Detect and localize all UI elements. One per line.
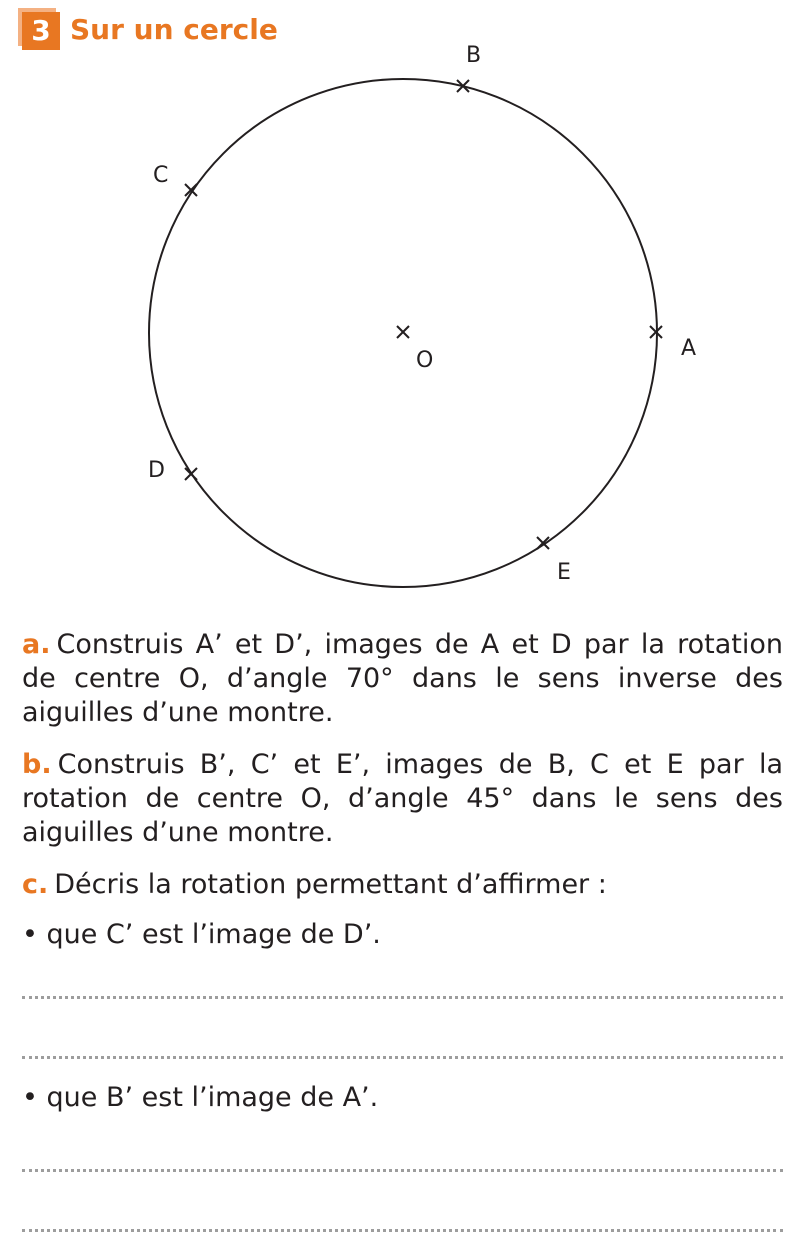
exercise-number: 3	[22, 12, 60, 50]
question-c-letter: c.	[22, 869, 49, 900]
answer-line-3[interactable]	[22, 1169, 783, 1172]
label-o: O	[416, 348, 434, 373]
point-d-mark	[185, 468, 197, 480]
question-c-text: Décris la rotation permettant d’affirmer :	[54, 869, 607, 900]
label-b: B	[466, 43, 482, 68]
circle-figure	[0, 0, 803, 610]
label-a: A	[681, 336, 697, 361]
label-c: C	[153, 163, 169, 188]
answer-line-1[interactable]	[22, 996, 783, 999]
question-c	[22, 868, 783, 902]
point-o-mark	[397, 326, 409, 338]
label-d: D	[148, 458, 165, 483]
bullet-b-a: • que B’ est l’image de A’.	[22, 1082, 379, 1113]
question-a	[22, 628, 783, 730]
question-b	[22, 748, 783, 850]
question-a-text: Construis A’ et D’, images de A et D par la rotation de centre O, d’angle 70° dans le sens inverse des aiguilles d’une montre.	[22, 629, 783, 728]
question-b-text: Construis B’, C’ et E’, images de B, C et E par la rotation de centre O, d’angle 45° dans le sens des aiguilles d’une montre.	[22, 749, 783, 848]
answer-line-2[interactable]	[22, 1056, 783, 1059]
answer-line-4[interactable]	[22, 1229, 783, 1232]
bullet-c-d: • que C’ est l’image de D’.	[22, 919, 381, 950]
question-b-letter: b.	[22, 749, 52, 780]
exercise-title: Sur un cercle	[70, 13, 278, 46]
question-a-letter: a.	[22, 629, 51, 660]
questions	[22, 628, 783, 1232]
label-e: E	[557, 560, 571, 585]
